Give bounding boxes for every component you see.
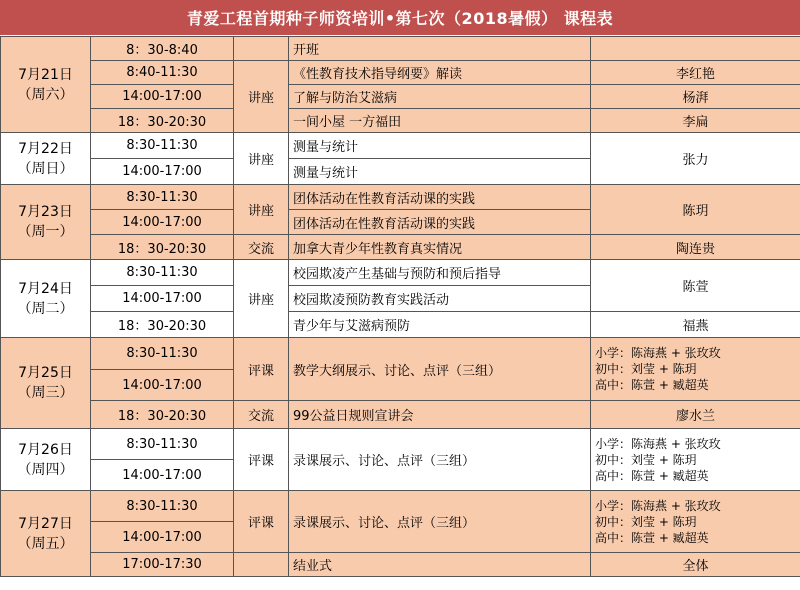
time-cell: 18：30-20:30	[91, 235, 234, 260]
time-cell: 14:00-17:00	[91, 522, 234, 553]
topic-cell: 《性教育技术指导纲要》解读	[289, 61, 591, 85]
day-cell	[1, 185, 91, 260]
day-date: 7月24日	[18, 280, 73, 297]
time-cell: 8:30-11:30	[91, 429, 234, 460]
day-cell	[1, 491, 91, 577]
group-teachers-cell	[591, 491, 800, 553]
topic-cell: 青少年与艾滋病预防	[289, 312, 591, 338]
topic-cell: 团体活动在性教育活动课的实践	[289, 210, 591, 235]
table-row	[1, 185, 800, 210]
table-row	[1, 260, 800, 286]
schedule-title: 青爱工程首期种子师资培训•第七次（2018暑假） 课程表	[0, 0, 800, 36]
topic-cell: 99公益日规则宣讲会	[289, 401, 591, 429]
table-row	[1, 338, 800, 370]
topic-cell: 测量与统计	[289, 133, 591, 159]
topic-cell: 团体活动在性教育活动课的实践	[289, 185, 591, 210]
table-row	[1, 491, 800, 522]
time-cell: 14:00-17:00	[91, 85, 234, 109]
type-cell	[234, 37, 289, 61]
teacher-cell: 杨湃	[591, 85, 800, 109]
time-cell: 18：30-20:30	[91, 401, 234, 429]
topic-cell: 一间小屋 一方福田	[289, 109, 591, 133]
day-date: 7月21日	[18, 66, 73, 83]
day-cell	[1, 133, 91, 185]
type-cell: 讲座	[234, 133, 289, 185]
day-cell	[1, 429, 91, 491]
time-cell: 8:40-11:30	[91, 61, 234, 85]
topic-cell: 结业式	[289, 553, 591, 577]
group-teacher-primary: 小学：陈海燕 + 张玫玫	[595, 346, 721, 360]
table-row	[1, 401, 800, 429]
teacher-cell: 李红艳	[591, 61, 800, 85]
teacher-cell: 全体	[591, 553, 800, 577]
time-cell: 14:00-17:00	[91, 286, 234, 312]
time-cell: 18：30-20:30	[91, 312, 234, 338]
teacher-cell	[591, 37, 800, 61]
group-teachers-cell	[591, 429, 800, 491]
type-cell: 评课	[234, 429, 289, 491]
time-cell: 18：30-20:30	[91, 109, 234, 133]
topic-cell: 教学大纲展示、讨论、点评（三组）	[289, 338, 591, 401]
teacher-cell: 陈萱	[591, 260, 800, 312]
day-weekday: （周五）	[17, 535, 74, 552]
table-row	[1, 553, 800, 577]
topic-cell: 校园欺凌预防教育实践活动	[289, 286, 591, 312]
topic-cell: 加拿大青少年性教育真实情况	[289, 235, 591, 260]
time-cell: 17:00-17:30	[91, 553, 234, 577]
group-teacher-junior: 初中：刘莹 + 陈玥	[595, 452, 697, 467]
teacher-cell: 陶连贵	[591, 235, 800, 260]
time-cell: 8:30-11:30	[91, 133, 234, 159]
type-cell: 交流	[234, 235, 289, 260]
group-teacher-primary: 小学：陈海燕 + 张玫玫	[595, 498, 721, 513]
table-row	[1, 312, 800, 338]
teacher-cell: 张力	[591, 133, 800, 185]
type-cell	[234, 553, 289, 577]
day-weekday: （周二）	[17, 300, 74, 317]
type-cell: 讲座	[234, 260, 289, 338]
day-date: 7月26日	[18, 441, 73, 458]
time-cell: 14:00-17:00	[91, 370, 234, 401]
day-date: 7月27日	[18, 515, 73, 532]
group-teacher-senior: 高中：陈萱 + 臧超英	[595, 378, 709, 392]
day-weekday: （周六）	[17, 86, 74, 103]
topic-cell: 校园欺凌产生基础与预防和预后指导	[289, 260, 591, 286]
type-cell: 评课	[234, 338, 289, 401]
group-teacher-senior: 高中：陈萱 + 臧超英	[595, 468, 709, 483]
schedule-table	[0, 36, 800, 577]
time-cell: 14:00-17:00	[91, 210, 234, 235]
time-cell: 8:30-11:30	[91, 260, 234, 286]
table-row	[1, 235, 800, 260]
day-date: 7月23日	[18, 204, 73, 220]
type-cell: 评课	[234, 491, 289, 553]
day-weekday: （周四）	[17, 461, 74, 478]
time-cell: 8:30-11:30	[91, 185, 234, 210]
day-cell	[1, 338, 91, 429]
table-row	[1, 85, 800, 109]
group-teacher-junior: 初中：刘莹 + 陈玥	[595, 362, 697, 376]
topic-cell: 录课展示、讨论、点评（三组）	[289, 429, 591, 491]
group-teacher-primary: 小学：陈海燕 + 张玫玫	[595, 436, 721, 451]
day-weekday: （周一）	[17, 224, 74, 240]
topic-cell: 测量与统计	[289, 159, 591, 185]
table-row	[1, 109, 800, 133]
table-row	[1, 61, 800, 85]
teacher-cell: 陈玥	[591, 185, 800, 235]
day-date: 7月25日	[18, 365, 73, 381]
day-cell	[1, 260, 91, 338]
group-teachers-cell	[591, 338, 800, 401]
type-cell: 讲座	[234, 185, 289, 235]
table-row	[1, 133, 800, 159]
type-cell: 交流	[234, 401, 289, 429]
time-cell: 14:00-17:00	[91, 159, 234, 185]
topic-cell: 了解与防治艾滋病	[289, 85, 591, 109]
group-teacher-junior: 初中：刘莹 + 陈玥	[595, 514, 697, 529]
day-weekday: （周日）	[17, 160, 74, 177]
time-cell: 8:30-11:30	[91, 491, 234, 522]
time-cell: 14:00-17:00	[91, 460, 234, 491]
teacher-cell: 李扁	[591, 109, 800, 133]
topic-cell: 录课展示、讨论、点评（三组）	[289, 491, 591, 553]
type-cell: 讲座	[234, 61, 289, 133]
day-weekday: （周三）	[17, 385, 74, 401]
day-cell	[1, 37, 91, 133]
day-date: 7月22日	[18, 140, 73, 157]
teacher-cell: 福燕	[591, 312, 800, 338]
time-cell: 8：30-8:40	[91, 37, 234, 61]
group-teacher-senior: 高中：陈萱 + 臧超英	[595, 530, 709, 545]
table-row	[1, 37, 800, 61]
teacher-cell: 廖水兰	[591, 401, 800, 429]
topic-cell: 开班	[289, 37, 591, 61]
time-cell: 8:30-11:30	[91, 338, 234, 370]
table-row	[1, 429, 800, 460]
